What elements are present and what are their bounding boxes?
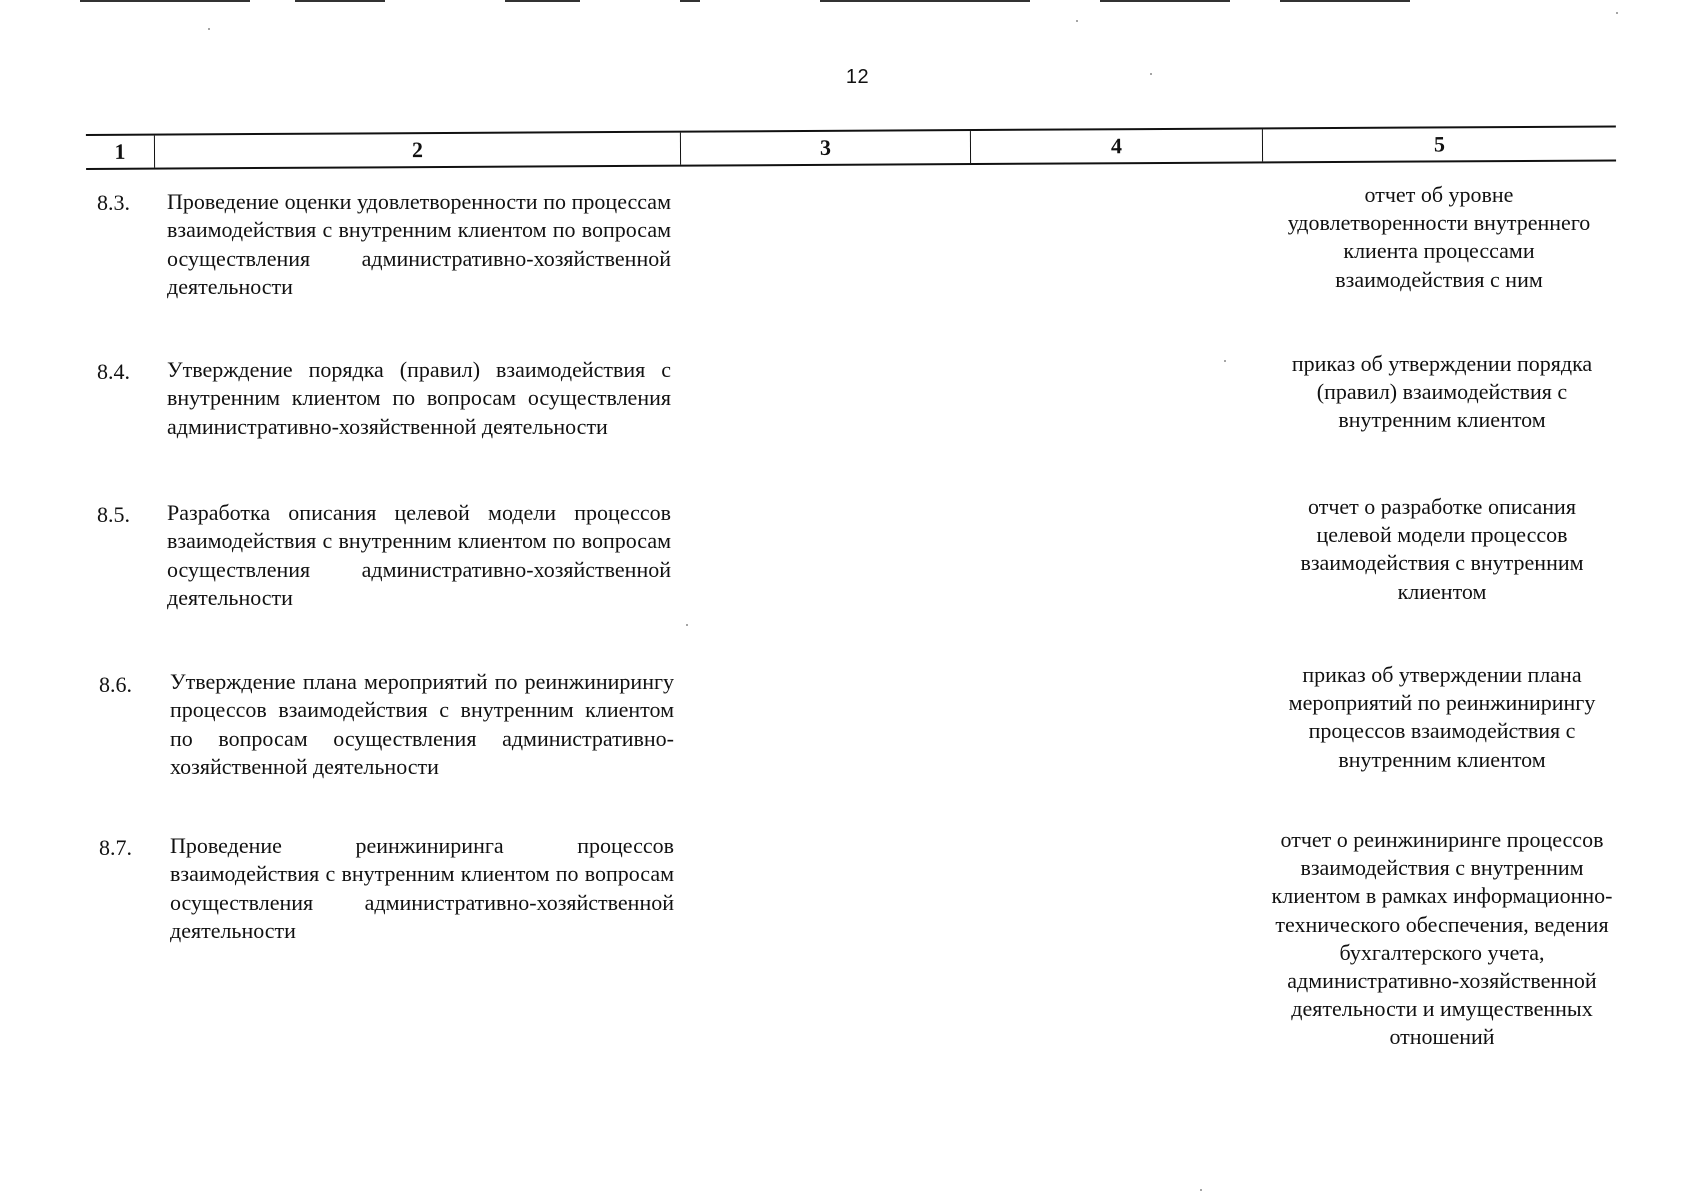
header-cell-4: 4 — [970, 129, 1262, 163]
scan-edge-mark — [1100, 0, 1230, 2]
header-cell-5: 5 — [1262, 127, 1616, 161]
scan-edge-mark — [1280, 0, 1410, 2]
header-cell-3: 3 — [680, 131, 970, 165]
row-description: Утверждение плана мероприятий по реинжинирингу процессов взаимодействия с внутренним клиентом по вопросам осуществления административно-хозяйственной деятельности — [170, 669, 674, 779]
row-result: приказ об утверждении порядка (правил) взаимодействия с внутренним клиентом — [1291, 351, 1593, 433]
scan-speck — [1076, 20, 1078, 22]
table-header — [86, 125, 1616, 170]
row-description: Утверждение порядка (правил) взаимодействия с внутренним клиентом по вопросам осуществления административно-хозяйственной деятельности — [167, 357, 671, 439]
row-result: отчет о реинжиниринге процессов взаимодействия с внутренним клиентом в рамках информационно-технического обеспечения, ведения бухгалтерского учета, административно-хозяйственной деятельности и имущественных отношений — [1271, 827, 1613, 1050]
header-cell-2: 2 — [154, 133, 680, 168]
row-description: Проведение оценки удовлетворенности по процессам взаимодействия с внутренним клиентом по вопросам осуществления административно-хозяйственной деятельности — [167, 189, 671, 299]
row-number: 8.3. — [97, 190, 130, 215]
scan-speck — [1224, 360, 1226, 362]
scan-edge-mark — [680, 0, 700, 2]
row-number: 8.6. — [99, 672, 132, 697]
scan-speck — [1616, 12, 1618, 14]
row-result: отчет об уровне удовлетворенности внутреннего клиента процессами взаимодействия с ним — [1287, 182, 1591, 292]
header-cell-1: 1 — [114, 138, 126, 164]
scan-edge-mark — [80, 0, 250, 2]
row-description: Разработка описания целевой модели процессов взаимодействия с внутренним клиентом по вопросам осуществления административно-хозяйственной деятельности — [167, 500, 671, 610]
page-number: 12 — [845, 66, 870, 88]
row-number: 8.7. — [99, 835, 132, 860]
row-result: приказ об утверждении плана мероприятий по реинжинирингу процессов взаимодействия с внутренним клиентом — [1288, 662, 1596, 772]
row-result: отчет о разработке описания целевой модели процессов взаимодействия с внутренним клиентом — [1300, 494, 1584, 604]
scan-speck — [686, 624, 688, 626]
scan-edge-mark — [820, 0, 1030, 2]
scan-speck — [208, 28, 210, 30]
scan-edge-mark — [295, 0, 385, 2]
row-number: 8.5. — [97, 502, 130, 527]
row-description: Проведение реинжиниринга процессов взаимодействия с внутренним клиентом по вопросам осуществления административно-хозяйственной деятельности — [170, 833, 674, 943]
row-number: 8.4. — [97, 359, 130, 384]
scan-speck — [1150, 73, 1152, 75]
scan-speck — [1200, 1189, 1202, 1191]
scan-edge-mark — [505, 0, 580, 2]
